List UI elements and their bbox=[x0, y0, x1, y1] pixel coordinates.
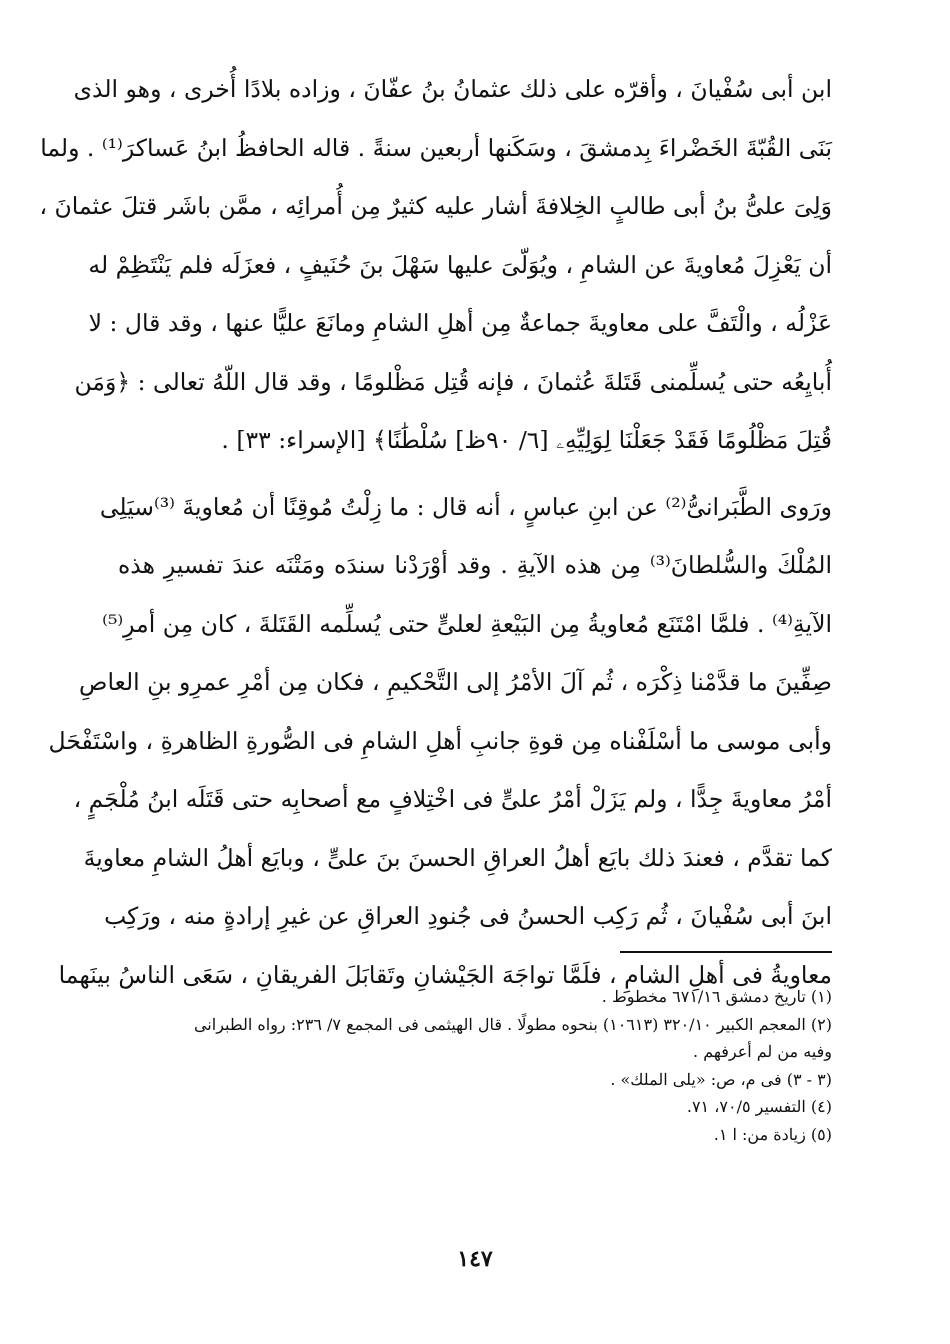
text-line: ورَوى الطَّبَرانىُّ⁽²⁾ عن ابنِ عباسٍ ، أنه قال : ما زِلْتُ مُوقِنًا أن مُعاويةَ ⁽³⁾سيَلِى bbox=[99, 492, 832, 521]
text-line: ابن أبى سُفْيانَ ، وأقرّه على ذلك عثمانُ بنُ عفّانَ ، وزاده بلادًا أُخرى ، وهو الذى bbox=[73, 75, 832, 103]
text-line: أن يَعْزِلَ مُعاويةَ عن الشامِ ، ويُوَلّىَ عليها سَهْلَ بنَ حُنَيفٍ ، فعزَلَه فلم يَنْتَظِمْ له bbox=[88, 250, 832, 279]
text-line: الآيةِ⁽⁴⁾ . فلمَّا امْتَنَع مُعاويةُ مِن البَيْعةِ لعلىٍّ حتى يُسلِّمه القَتَلةَ ، كان مِن أمرِ⁽⁵⁾ bbox=[102, 609, 832, 638]
text-line: عَزْلُه ، والْتَفَّ على معاويةَ جماعةٌ مِن أهلِ الشامِ ومانَعَ عليًّا عنها ، وقد قال : لا bbox=[88, 309, 832, 337]
main-text-block bbox=[39, 60, 832, 1004]
footnote-5: (٥) زيادة من: ا ١. bbox=[713, 1124, 832, 1144]
text-line: بَنَى القُبّةَ الخَضْراءَ بِدمشقَ ، وسَكَنها أربعين سنةً . قاله الحافظُ ابنُ عَساكرَ⁽¹⁾ . ولما bbox=[40, 133, 832, 162]
text-line: المُلْكَ والسُّلطانَ⁽³⁾ مِن هذه الآيةِ . وقد أوْرَدْنا سندَه ومَتْنَه عندَ تفسيرِ هذه bbox=[118, 551, 832, 579]
page-number: ١٤٧ bbox=[457, 1246, 493, 1272]
text-line: كما تقدَّم ، فعندَ ذلك بايَع أهلُ العراقِ الحسنَ بنَ علىٍّ ، وبايَع أهلُ الشامِ معاويةَ bbox=[83, 843, 832, 872]
text-line: قُتِلَ مَظْلُومًا فَقَدْ جَعَلْنَا لِوَلِيِّهِۦ [٦/ ٩٠ظ] سُلْطَٰنًا﴾ [الإسراء: ٣٣] . bbox=[221, 426, 832, 454]
footnote-2-continued: وفيه من لم أعرفهم . bbox=[693, 1042, 832, 1061]
paragraph-gap bbox=[118, 470, 832, 478]
text-line: ابنَ أبى سُفْيانَ ، ثُم رَكِب الحسنُ فى جُنودِ العراقِ عن غيرِ إرادةٍ منه ، ورَكِب bbox=[104, 902, 832, 930]
text-line: وَلِىَ علىُّ بنُ أبى طالبٍ الخِلافةَ أشار عليه كثيرٌ مِن أُمرائِه ، ممَّن باشَر قتلَ عثمانَ ، bbox=[39, 192, 832, 220]
text-line: أمْرُ معاويةَ جِدًّا ، ولم يَزَلْ أمْرُ علىٍّ فى اخْتِلافٍ مع أصحابِه حتى قَتَلَه ابنُ مُلْجَمٍ ، bbox=[73, 785, 832, 813]
text-line: أُبايِعُه حتى يُسلِّمنى قَتَلةَ عُثمانَ ، فإنه قُتِل مَظْلومًا ، وقد قال اللّهُ تعالى : ﴿وَمَن bbox=[74, 367, 832, 396]
footnote-2: (٢) المعجم الكبير ٣٢٠/١٠ (١٠٦١٣) بنحوه مطولًا . قال الهيثمى فى المجمع ٧/ ٢٣٦: رواه الطبرانى bbox=[193, 1014, 832, 1034]
footnote-4: (٤) التفسير ٧٠/٥، ٧١. bbox=[686, 1097, 832, 1116]
text-line: وأبى موسى ما أسْلَفْناه مِن قوةِ جانبِ أهلِ الشامِ فى الصُّورةِ الظاهرةِ ، واسْتَفْحَل bbox=[48, 726, 832, 755]
text-line: صِفِّينَ ما قدَّمْنا ذِكْرَه ، ثُم آلَ الأمْرُ إلى التَّحْكيمِ ، فكان مِن أمْرِ عمرِو بنِ العاصِ bbox=[79, 668, 832, 696]
footnotes-block bbox=[118, 983, 832, 1148]
text-line: معاويةُ فى أهلِ الشامِ ، فلَمَّا تواجَهَ الجَيْشانِ وتَقابَلَ الفريقانِ ، سَعَى الناسُ بينَهما bbox=[58, 960, 832, 989]
footnote-1: (١) تاريخ دمشق ٦٧١/١٦ مخطوط . bbox=[601, 987, 832, 1006]
footnote-3: (٣ - ٣) فى م، ص: «يلى الملك» . bbox=[610, 1069, 832, 1089]
footnote-divider bbox=[620, 951, 832, 953]
